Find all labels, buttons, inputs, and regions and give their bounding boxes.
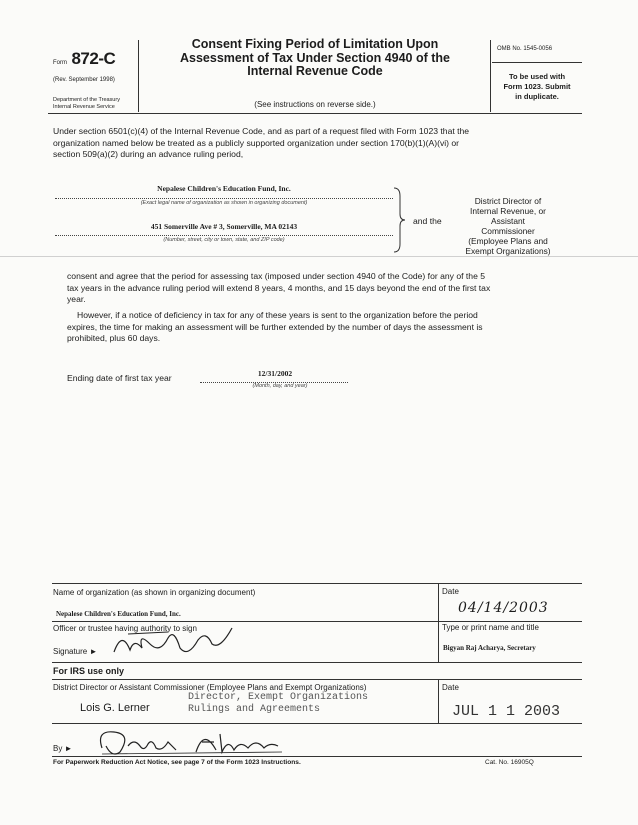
officer-label: Officer or trustee having authority to sign [53,624,197,633]
sig-org-name-value: Nepalese Children's Education Fund, Inc. [56,610,181,618]
form-number: 872-C [71,49,116,68]
irs-block-divider [438,679,439,723]
district-line-2: Internal Revenue, or [470,206,546,216]
intro-line-1: Under section 6501(c)(4) of the Internal Revenue Code, and as part of a request filed with Form 1023 that the [53,126,470,136]
header-bottom-rule [48,113,582,114]
form-title [140,38,490,79]
district-line-5: (Employee Plans and [468,236,548,246]
header-divider-right [490,40,491,112]
by-label: By ► [53,744,73,753]
submission-line-1: To be used with [508,72,566,81]
paperwork-notice: For Paperwork Reduction Act Notice, see page 7 of the Form 1023 Instructions. [53,759,301,766]
stamp-line-2: Rulings and Agreements [188,704,321,715]
org-name-caption: (Exact legal name of organization as shown in organizing document) [140,200,308,206]
org-address-caption: (Number, street, city or town, state, and ZIP code) [163,237,285,243]
consent-line-2: tax years in the advance ruling period will extend 8 years, 4 months, and 15 days beyond the end of the first tax [67,282,491,293]
department: Department of the Treasury [53,97,120,103]
ending-date-value: 12/31/2002 [257,369,293,378]
district-line-1: District Director of [474,196,542,206]
title-line-2: Assessment of Tax Under Section 4940 of the [180,50,450,65]
instructions-note: (See instructions on reverse side.) [254,100,376,109]
sig-date-label: Date [442,587,459,596]
signature-label: Signature ► [53,647,98,656]
deficiency-line-2: expires, the time for making an assessment will be further extended by the number of days the assessment is [67,321,483,332]
signature-row-rule [52,662,582,663]
ending-date-label: Ending date of first tax year [67,373,172,383]
deficiency-line-1: However, if a notice of deficiency in tax for any of these years is sent to the organization before the period [77,310,478,320]
irs-stamp-title [188,692,368,716]
form-label [53,49,115,69]
signature-block-top-rule [52,583,582,584]
intro-line-2: organization named below be treated as a publicly supported organization under section 170(b)(1)(A)(vi) or [53,137,460,148]
submission-line-2: Form 1023. Submit [503,82,571,91]
org-name-label: Name of organization (as shown in organizing document) [53,588,256,597]
irs-date-label: Date [442,683,459,692]
form-revision: (Rev. September 1998) [53,77,115,83]
org-name-value: Nepalese Children's Education Fund, Inc. [157,184,291,193]
omb-number: OMB No. 1545-0056 [497,46,553,52]
irs-stamp-date: JUL 1 1 2003 [452,703,561,720]
submission-note [492,72,582,102]
irs-use-heading: For IRS use only [53,666,125,676]
deficiency-line-3: prohibited, plus 60 days. [67,333,161,343]
deficiency-paragraph [67,310,582,345]
intro-line-3: section 509(a)(2) during an advance ruling period, [53,149,244,159]
fold-line [0,256,638,257]
stamp-line-1: Director, Exempt Organizations [188,692,369,703]
form-prefix: Form [53,60,67,66]
and-the-label: and the [413,216,442,226]
district-line-3: Assistant [491,216,525,226]
consent-line-1: consent and agree that the period for assessing tax (imposed under section 4940 of the Code) for any of the 5 [67,271,486,281]
consent-paragraph [67,271,582,306]
sig-date-value: 04/14/2003 [458,600,549,616]
district-line-4: Commissioner [481,226,535,236]
signer-name-value: Bigyan Raj Acharya, Secretary [443,644,536,652]
brace-icon [392,186,406,254]
district-line-6: Exempt Organizations) [465,246,551,256]
org-address-line [55,235,393,236]
district-director-block [453,196,563,256]
org-name-line [55,198,393,199]
title-line-1: Consent Fixing Period of Limitation Upon [191,37,439,51]
officer-signature-icon [108,620,238,662]
irs-signature-icon [92,724,292,760]
service: Internal Revenue Service [53,104,115,110]
header-divider-left [138,40,139,112]
irs-director-label: District Director or Assistant Commissioner (Employee Plans and Exempt Organizations) [53,683,367,692]
consent-line-3: year. [67,294,86,304]
irs-heading-rule [52,679,582,680]
title-line-3: Internal Revenue Code [247,64,383,78]
signature-block-divider [438,583,439,663]
org-address-value: 451 Somerville Ave # 3, Somerville, MA 02143 [150,222,298,231]
by-row-rule [52,756,582,757]
ending-date-caption: (Month, day, and year) [252,383,308,389]
catalog-number: Cat. No. 16905Q [485,759,534,766]
intro-paragraph [53,126,583,161]
irs-director-name: Lois G. Lerner [80,702,150,714]
submission-line-3: in duplicate. [515,92,559,101]
type-print-label: Type or print name and title [442,623,539,632]
omb-rule [492,62,582,63]
